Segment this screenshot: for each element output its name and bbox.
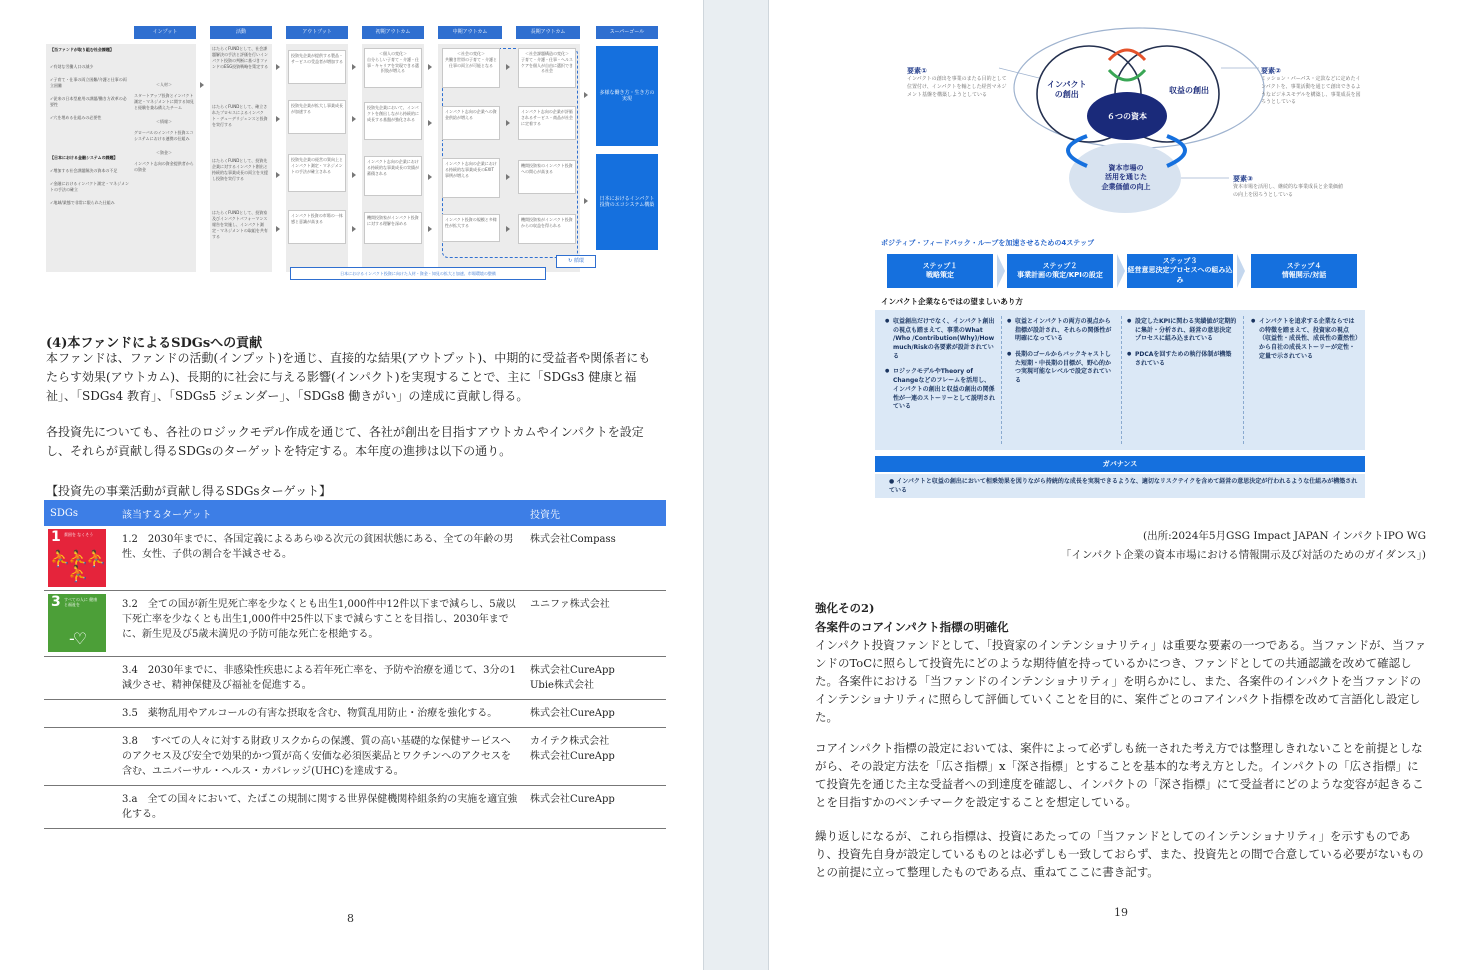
lm-activity-1: はたらくFUNDとして、社会課題解決の手法と評価を行いインパクト投資の判断に基づきファンドのESG投資戦略を策定する: [212, 46, 269, 69]
lm-activity-4: はたらくFUNDとして、投資家及びインパクトパフォーマンス報告を実施し、インパクト測定・マネジメントの取組を共有する: [212, 210, 268, 239]
step-arrow-icon: [997, 254, 1005, 288]
lm-output-1: 投資先企業が提供する製品・サービスの受益者が増加する: [288, 50, 346, 84]
table-row: [44, 786, 666, 829]
requirement-3-text: 資本市場を活用し、継続的な事業成長と企業価値の向上を図ろうとしている: [1233, 184, 1344, 198]
sdg1-icon: 1 貧困を なくそう ⛹⛹⛹⛹: [48, 529, 106, 587]
profit-creation-label: 収益の創出: [1169, 86, 1209, 95]
company-cell: 株式会社CureApp Ubie株式会社: [524, 657, 666, 700]
arrow-icon: [352, 172, 356, 178]
header-company: 投資先: [524, 500, 666, 526]
lm-finance-list: ✓増加する社会課題解決の資本の不足 ✓金融におけるインパクト測定・マネジメントの手法の確立 ✓地域/業態で非常に限られた仕組み: [50, 168, 129, 205]
arrow-icon: [200, 82, 204, 88]
arrow-icon: [584, 198, 588, 204]
lm-long-2: インパクト志向の企業が評価されるサービス・商品が社会に定着する: [518, 106, 576, 140]
lm-header-activity: 活動: [210, 26, 272, 39]
lm-activity-2: はたらくFUNDとして、確立されたプロセスによるインパクト・デューデリジェンスと投資を実行する: [212, 104, 268, 127]
governance-bar: ガバナンス: [875, 456, 1365, 472]
paragraph-sdgs-2: 各投資先についても、各社のロジックモデル作成を通じて、各社が創出を目指すアウトカムやインパクトを設定し、それらが貢献し得るSDGsのターゲットを特定する。本年度の進捗は以下の通り。: [46, 425, 644, 458]
lm-mid-1: ＜社会の変化＞ 共働き世帯の子育て・介護と仕事の両立が可能となる: [442, 48, 500, 88]
step-1: ステップ１ 戦略策定: [887, 254, 993, 288]
arrow-icon: [428, 120, 432, 126]
company-cell: カイテク株式会社 株式会社CureApp: [524, 728, 666, 786]
sdg-target-table: [44, 500, 666, 829]
column-divider: [1001, 316, 1002, 444]
requirement-2-label: 要素②: [1261, 67, 1281, 75]
lm-activity-3: はたらくFUNDとして、投資先企業に対するインパクト創出と持続的な事業成長の両立を支援し投資を実行する: [212, 158, 268, 181]
step-4: ステップ４ 情報開示/対話: [1251, 254, 1357, 288]
target-cell: 3.5 薬物乱用やアルコールの有害な摂取を含む、物質乱用防止・治療を強化する。: [116, 700, 524, 728]
lm-initial-1: ＜個人の変化＞ 自分らしい子育て・介護・仕事・キャリアを実現できる選択肢が増える: [364, 48, 422, 88]
arrow-icon: [276, 226, 280, 232]
column-divider: [1121, 316, 1122, 444]
header-sdgs: SDGs: [44, 500, 116, 526]
lm-mid-4: インパクト投資の規模と多様性が拡大する: [442, 214, 500, 242]
target-cell: 3.2 全ての国が新生児死亡率を少なくとも出生1,000件中12件以下まで減らし、5歳以下死亡率を少なくとも出生1,000件中25件以下まで減らすことを目指し、2030年までに、新生児及び5歳未満児の予防可能な死亡を根絶する。: [116, 591, 524, 657]
arrow-icon: [352, 116, 356, 122]
company-cell: 株式会社Compass: [524, 526, 666, 591]
page-number: 19: [1114, 906, 1128, 919]
column-divider: [1243, 316, 1244, 444]
bullet-icon: ●: [889, 478, 897, 485]
ideal-col-1: ● 収益創出だけでなく、インパクト創出の視点も踏まえて、事業のWhat /Who /Contribution(Why)/How much/Riskの各要素が設計されている ● ロジックモデルやTheory of Changeなどのフレームを活用し、インパクトの創出と収益の創出の関係性が一連のストーリーとして説明されている: [885, 318, 995, 419]
governance-text: ● インパクトと収益の創出において相乗効果を図りながら持続的な成長を実現できるような、適切なリスクテイクを含めて経営の意思決定が行われるような仕組みが構築されている: [875, 474, 1365, 498]
heartbeat-icon: -♡: [68, 629, 86, 648]
company-cell: ユニファ株式会社: [524, 591, 666, 657]
table-row: [44, 700, 666, 728]
arrow-icon: [506, 174, 510, 180]
lm-goal-1: 多様な働き方・生き方の実現: [596, 46, 658, 146]
paragraph-1: インパクト投資ファンドとして、「投資家のインテンショナリティ」は重要な要素の一つである。当ファンドが、当ファンドのToCに照らして投資先にどのような期待値を持っているかにつき、ファンドとしての共通認識を改めて確認した。各案件における「当ファンドのインテンショナリティ」を明らかにし、また、各案件のインパクトを当ファンドのインテンショナリティに照らして評価していくことを目的に、案件ごとのコアインパクト指標を改めて言語化し設定した。: [815, 638, 1427, 724]
section-subheading: 各案件のコアインパクト指標の明確化: [815, 620, 1009, 634]
empty-icon-cell: [44, 657, 116, 700]
source-line-2: 「インパクト企業の資本市場における情報開示及び対話のためのガイダンス」): [1060, 549, 1426, 561]
six-capitals-label: ６つの資本: [1107, 112, 1147, 121]
target-cell: 3.4 2030年までに、非感染性疾患による若年死亡率を、予防や治療を通じて、3分の1減少させ、精神保健及び福祉を促進する。: [116, 657, 524, 700]
four-step-figure: [875, 234, 1365, 504]
sdg-icon-cell: [44, 526, 116, 591]
lm-header-initial: 初期アウトカム: [362, 26, 424, 39]
target-cell: 3.a 全ての国々において、たばこの規制に関する世界保健機関枠組条約の実施を適宜強化する。: [116, 786, 524, 829]
step-3: ステップ３ 経営意思決定プロセスへの組み込み: [1127, 254, 1233, 288]
sdg3-icon: 3 すべての人に 健康と福祉を -♡: [48, 594, 106, 652]
table-header-row: [44, 500, 666, 526]
step-arrow-icon: [1117, 254, 1125, 288]
capital-market-label: 資本市場の 活用を通じた 企業価値の向上: [1101, 164, 1151, 191]
lm-long-1: ＜社会課題構造の変化＞ 子育て・介護・仕事・ヘルスケアを個人が自由に選択できる社会: [518, 48, 576, 88]
ideal-state-band: [875, 310, 1365, 450]
empty-icon-cell: [44, 728, 116, 786]
lm-header-long: 長期アウトカム: [516, 26, 580, 39]
empty-icon-cell: [44, 786, 116, 829]
impact-creation-label: インパクト の創出: [1047, 80, 1087, 99]
ideal-col-3: ● 設定したKPIに関わる実績値が定期的に集計・分析され、経営の意思決定プロセスに組み込まれている ● PDCAを回すための執行体制が構築されている: [1127, 318, 1237, 375]
requirement-2-text: ミッション・パーパス・定款などに定めたインパクトを、事業活動を通じて創出できるようなビジネスモデルを構築し、事業成長を図ろうとしている: [1261, 76, 1361, 106]
lm-initial-3: インパクト志向の企業における持続的な事業成長の実績が蓄積される: [364, 156, 422, 196]
arrow-icon: [506, 226, 510, 232]
lm-output-2: 投資先企業が拡大し事業成長が加速する: [288, 100, 346, 134]
page-number: 8: [347, 912, 354, 925]
step-2: ステップ２ 事業計画の策定/KPIの設定: [1007, 254, 1113, 288]
lm-resources: ＜人材＞ スタートアップ投資とインパクト測定・マネジメントに関する知見と経験を兼ね備えたチーム ＜情報＞ グローバルのインパクト投資エコシステムにおける連携の仕組み ＜資金＞ インパクト志向の資金提供者からの資金: [134, 82, 194, 172]
company-cell: 株式会社CureApp: [524, 700, 666, 728]
empty-icon-cell: [44, 700, 116, 728]
lm-initial-2: 投資先企業において、インパクトを創出しながら持続的に成長する基盤が強化される: [364, 102, 422, 140]
arrow-icon: [428, 174, 432, 180]
lm-output-3: 投資先企業の経営の質向上とインパクト測定・マネジメントの手法が確立される: [288, 154, 346, 192]
paragraph-3: 繰り返しになるが、これら指標は、投資にあたっての「当ファンドとしてのインテンショナリティ」を示すものであり、投資先自身が設定しているものとは必ずしも一致しておらず、また、投資先との間で合意している必要がないものとの前提に立って整理したものである点、重ねてここに書き記す。: [815, 829, 1424, 879]
page-8: [0, 0, 704, 970]
target-cell: 3.8 すべての人々に対する財政リスクからの保護、質の高い基礎的な保健サービスへのアクセス及び安全で効果的かつ質が高く安価な必須医薬品とワクチンへのアクセスを含む、ユニバーサル・ヘルス・カバレッジ(UHC)を達成する。: [116, 728, 524, 786]
lm-issues-list: ✓有効な労働人口の減少 ✓子育て・仕事の両立困難/介護と仕事の両立困難 ✓従来の日本型雇用の課題/働き方改革の必要性 ✓穴を埋める仕組みの必要性: [50, 64, 127, 120]
lm-header-output: アウトプット: [286, 26, 348, 39]
lm-header-mid: 中期アウトカム: [438, 26, 502, 39]
company-cell: 株式会社CureApp: [524, 786, 666, 829]
arrow-icon: [276, 116, 280, 122]
table-row: [44, 591, 666, 657]
ideal-col-2: ● 収益とインパクトの両方の視点から指標が設計され、それらの関係性が明確になっている ● 長期のゴールからバックキャストした短期・中長期の目標が、野心的かつ実現可能なレベルで設定されている: [1007, 318, 1115, 393]
cycle-icon: ↻: [568, 258, 574, 264]
table-row: [44, 657, 666, 700]
lm-goal-2: 日本におけるインパクト投資のエコシステム構築: [596, 154, 658, 250]
family-icon: ⛹⛹⛹⛹: [50, 549, 104, 583]
source-line-1: (出所:2024年5月GSG Impact JAPAN インパクトIPO WG: [1143, 530, 1426, 542]
lm-header-goal: スーパーゴール: [596, 26, 658, 39]
ideal-state-title: インパクト企業ならではの望ましいあり方: [881, 297, 1023, 306]
lm-issues-title: 【当ファンドが取り組む社会課題】: [50, 47, 114, 52]
arrow-icon: [276, 172, 280, 178]
impact-company-figure: [899, 18, 1369, 218]
section-heading-strengthen: 強化その2): [815, 601, 875, 615]
lm-initial-4: 機関投資家がインパクト投資に対する理解を深める: [364, 212, 422, 244]
paragraph-sdgs-1: 本ファンドは、ファンドの活動(インプット)を通じ、直接的な結果(アウトプット)、中期的に受益者や関係者にもたらす効果(アウトカム)、長期的に社会に与える影響(インパクト)を実現することで、主に「SDGs3 健康と福祉」、「SDGs4 教育」、「SDGs5 ジェンダー」、「SDGs8 働きがい」の達成に貢献し得る。: [46, 351, 651, 403]
requirement-1-text: インパクトの創出を事業のまたる目的として位置付け、インパクトを軸とした経営マネジメント基盤を構築しようとしている: [907, 76, 1007, 98]
arrow-icon: [584, 92, 588, 98]
lm-mid-3: インパクト志向の企業における持続的な事業成長のEXIT事例が増える: [442, 158, 500, 198]
section-heading-sdgs: (4)本ファンドによるSDGsへの貢献: [46, 336, 263, 351]
arrow-icon: [352, 226, 356, 232]
table-caption: 【投資先の事業活動が貢献し得るSDGsターゲット】: [46, 484, 332, 498]
lm-cycle-label: ↻ 循環: [556, 255, 596, 268]
arrow-icon: [428, 64, 432, 70]
arrow-icon: [506, 64, 510, 70]
table-row: [44, 728, 666, 786]
lm-output-4: インパクト投資の市場の一体感と意識が高まる: [288, 210, 346, 244]
arrow-icon: [506, 120, 510, 126]
lm-finance-title: 【日本における金融システムの課題】: [50, 155, 118, 160]
lm-header-input: インプット: [134, 26, 196, 39]
target-cell: 1.2 2030年までに、各国定義によるあらゆる次元の貧困状態にある、全ての年齢の男性、女性、子供の割合を半減させる。: [116, 526, 524, 591]
four-step-title: ポジティブ・フィードバック・ループを加速させるための4ステップ: [881, 239, 1095, 247]
lm-long-3: 機関投資家のインパクト投資への関心が高まる: [518, 160, 576, 194]
arrow-icon: [428, 226, 432, 232]
requirement-3-label: 要素③: [1233, 175, 1253, 183]
page-19: [768, 0, 1472, 970]
step-arrow-icon: [1237, 254, 1245, 288]
paragraph-2: コアインパクト指標の設定においては、案件によって必ずしも統一された考え方では整理しきれないことを前提としながら、その設定方法を「広さ指標」x「深さ指標」とすることを基本的な考え方とした。インパクトの「広さ指標」にて投資先を通じた主な受益者への到達度を確認し、インパクトの「深さ指標」にて受益者にどのような変容が起きることを目指すかのベンチマークを設定することを想定している。: [815, 741, 1424, 809]
lm-mid-2: インパクト志向の企業への資金供給が増える: [442, 106, 500, 140]
arrow-icon: [352, 64, 356, 70]
sdg-icon-cell: [44, 591, 116, 657]
table-row: [44, 526, 666, 591]
lm-long-4: 機関投資家がインパクト投資からの収益を得られる: [518, 214, 576, 244]
arrow-icon: [276, 64, 280, 70]
lm-bottom-bar: 日本におけるインパクト投資に向けた人材・資金・知見の拡大と加速、市場環境の整備: [290, 267, 546, 280]
requirement-1-label: 要素①: [907, 67, 927, 75]
logic-model-diagram: [46, 22, 660, 286]
header-target: 該当するターゲット: [116, 500, 524, 526]
ideal-col-4: ● インパクトを追求する企業ならではの特徴を踏まえて、投資家の視点（収益性・成長性、成長性の蓋然性）から自社の成長ストーリーが定性・定量で示されている: [1251, 318, 1359, 368]
